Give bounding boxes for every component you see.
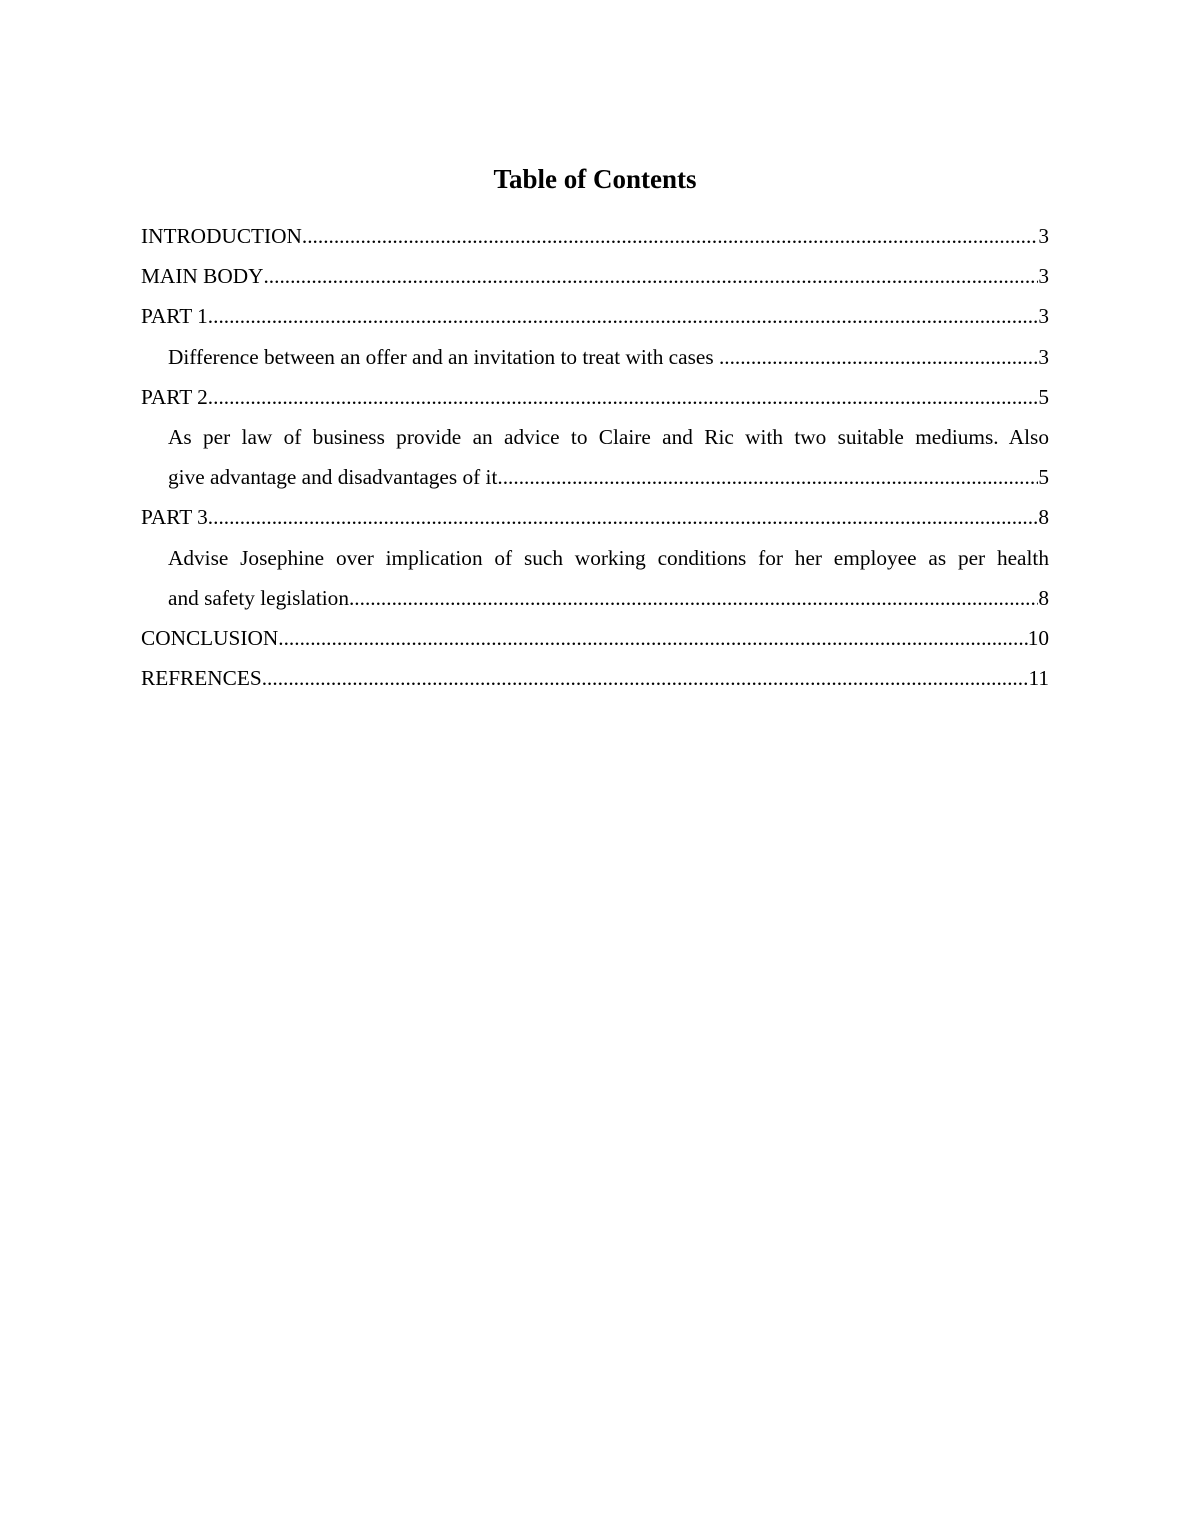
toc-dot-leader <box>278 618 1027 658</box>
toc-entry-offer-vs-invitation[interactable] <box>141 337 1049 377</box>
toc-page-number: 3 <box>1038 264 1049 289</box>
toc-title: Table of Contents <box>493 164 697 194</box>
toc-entry-part-1[interactable] <box>141 296 1049 336</box>
toc-entry-label-line-2: and safety legislation <box>168 585 349 610</box>
toc-entry-main-body[interactable] <box>141 256 1049 296</box>
toc-page-number: 3 <box>1038 344 1049 369</box>
toc-page-number: 5 <box>1038 384 1049 409</box>
toc-entry-label: PART 1 <box>141 304 208 329</box>
toc-page-number: 3 <box>1038 304 1049 329</box>
toc-page-number: 5 <box>1038 465 1049 490</box>
toc-entry-label: PART 3 <box>141 505 208 530</box>
toc-dot-leader <box>349 578 1038 618</box>
toc-entry-label: PART 2 <box>141 384 208 409</box>
toc-page-number: 8 <box>1038 505 1049 530</box>
toc-page-number: 8 <box>1038 585 1049 610</box>
toc-dot-leader <box>208 296 1039 336</box>
toc-entry-part-3[interactable] <box>141 497 1049 537</box>
toc-dot-leader <box>302 216 1038 256</box>
toc-dot-leader <box>497 457 1038 497</box>
toc-entry-health-safety-advice[interactable] <box>141 538 1049 618</box>
toc-dot-leader <box>208 497 1039 537</box>
toc-dot-leader <box>208 377 1039 417</box>
toc-entry-label: INTRODUCTION <box>141 224 302 248</box>
toc-entry-label-line-1: As per law of business provide an advice to Claire and Ric with two suitable mediums. Also <box>168 425 1049 450</box>
toc-entry-business-law-advice[interactable] <box>141 417 1049 497</box>
table-of-contents <box>141 216 1049 698</box>
toc-entry-introduction[interactable] <box>141 216 1049 256</box>
toc-page-number: 3 <box>1038 224 1049 248</box>
toc-entry-conclusion[interactable] <box>141 618 1049 658</box>
toc-entry-label: MAIN BODY <box>141 264 264 289</box>
toc-dot-leader <box>262 658 1029 698</box>
toc-entry-label: REFRENCES <box>141 666 262 691</box>
toc-entry-label: Difference between an offer and an invitation to treat with cases <box>168 344 719 369</box>
toc-page-number: 10 <box>1027 626 1049 651</box>
toc-dot-leader <box>263 256 1038 296</box>
toc-entry-label-line-2: give advantage and disadvantages of it <box>168 465 498 490</box>
toc-dot-leader <box>719 337 1038 377</box>
toc-entry-label: CONCLUSION <box>141 626 279 651</box>
toc-entry-references[interactable] <box>141 658 1049 698</box>
toc-entry-label-line-1: Advise Josephine over implication of such working conditions for her employee as per health <box>168 545 1049 570</box>
toc-entry-part-2[interactable] <box>141 377 1049 417</box>
toc-page-number: 11 <box>1028 666 1049 691</box>
